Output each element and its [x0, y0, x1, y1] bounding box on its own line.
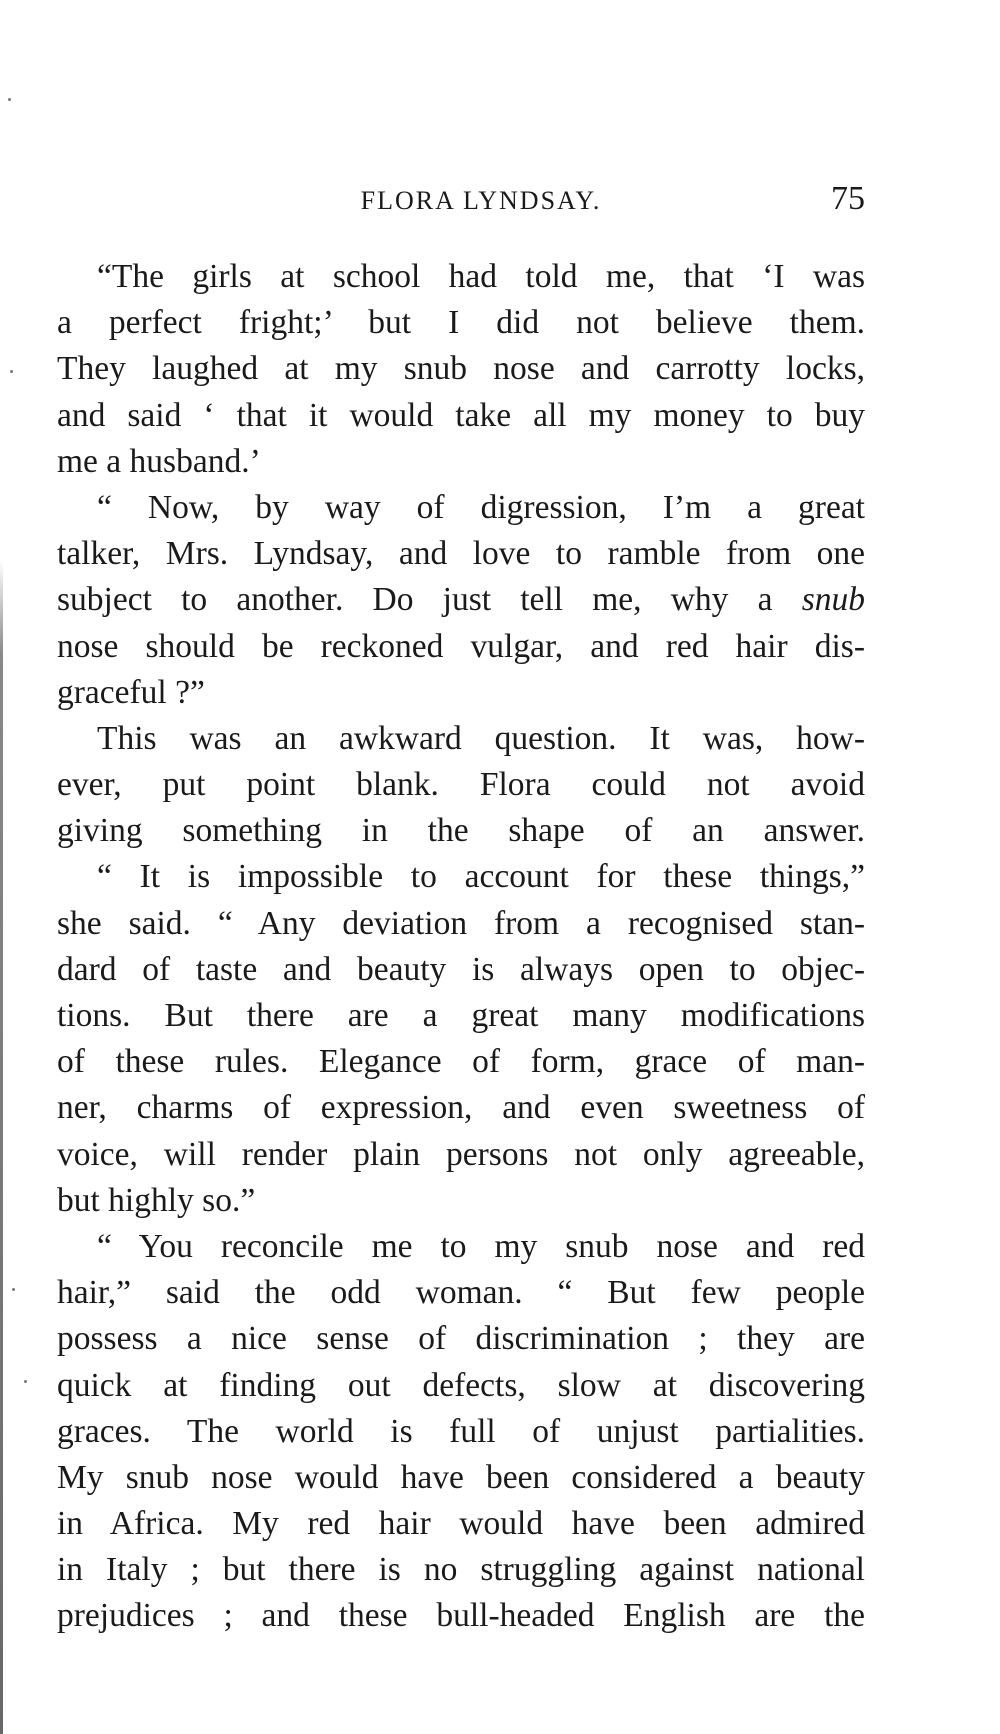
text-line: This was an awkward question. It was, how- [97, 719, 865, 757]
text-line: ner, charms of expression, and even sweetness of [57, 1089, 865, 1127]
text-line: nose should be reckoned vulgar, and red hair dis- [57, 627, 865, 665]
running-head: FLORA LYNDSAY. [360, 186, 602, 215]
text-line: but highly so.” [57, 1181, 256, 1219]
text-line: graces. The world is full of unjust partialities. [57, 1412, 865, 1450]
text-line: ever, put point blank. Flora could not avoid [57, 766, 865, 804]
page-number: 75 [831, 180, 865, 217]
text-line: “ You reconcile me to my snub nose and red [97, 1227, 865, 1265]
text-line: hair,” said the odd woman. “ But few people [57, 1274, 865, 1312]
text-line: “ It is impossible to account for these things,” [97, 858, 865, 896]
text-line: of these rules. Elegance of form, grace of man- [57, 1043, 865, 1081]
text-line: tions. But there are a great many modifications [57, 997, 865, 1034]
text-line: dard of taste and beauty is always open to objec- [57, 950, 865, 988]
text-line: me a husband.’ [57, 442, 261, 480]
text-line: she said. “ Any deviation from a recognised stan- [57, 904, 865, 942]
page-header [57, 182, 865, 222]
body-text [57, 254, 865, 1640]
text-line: “ Now, by way of digression, I’m a great [97, 488, 865, 526]
text-line: in Italy ; but there is no struggling against national [57, 1551, 865, 1589]
text-line: and said ‘ that it would take all my money to buy [57, 396, 865, 434]
scan-speck [10, 370, 13, 373]
text-line: giving something in the shape of an answer. [57, 812, 865, 850]
text-line: talker, Mrs. Lyndsay, and love to ramble from one [57, 535, 865, 573]
text-line [57, 577, 865, 623]
text-line: “The girls at school had told me, that ‘I was [97, 258, 865, 295]
scan-speck [24, 1380, 27, 1383]
text-line: They laughed at my snub nose and carrotty locks, [57, 350, 865, 388]
scan-speck [12, 1288, 15, 1291]
text-line: graceful ?” [57, 673, 205, 711]
text-line: My snub nose would have been considered a beauty [57, 1458, 865, 1496]
text-line: voice, will render plain persons not only agreeable, [57, 1135, 865, 1173]
text-line: possess a nice sense of discrimination ; they are [57, 1320, 865, 1358]
italic-word: snub [801, 581, 865, 619]
page-binding-edge [0, 560, 3, 1734]
text-line: a perfect fright;’ but I did not believe them. [57, 304, 865, 342]
text-line: in Africa. My red hair would have been admired [57, 1505, 865, 1543]
text-line: prejudices ; and these bull-headed English are the [57, 1597, 865, 1635]
text-fragment: subject to another. Do just tell me, why a [57, 581, 773, 619]
text-line: quick at finding out defects, slow at discovering [57, 1366, 865, 1404]
scan-speck [8, 98, 11, 101]
